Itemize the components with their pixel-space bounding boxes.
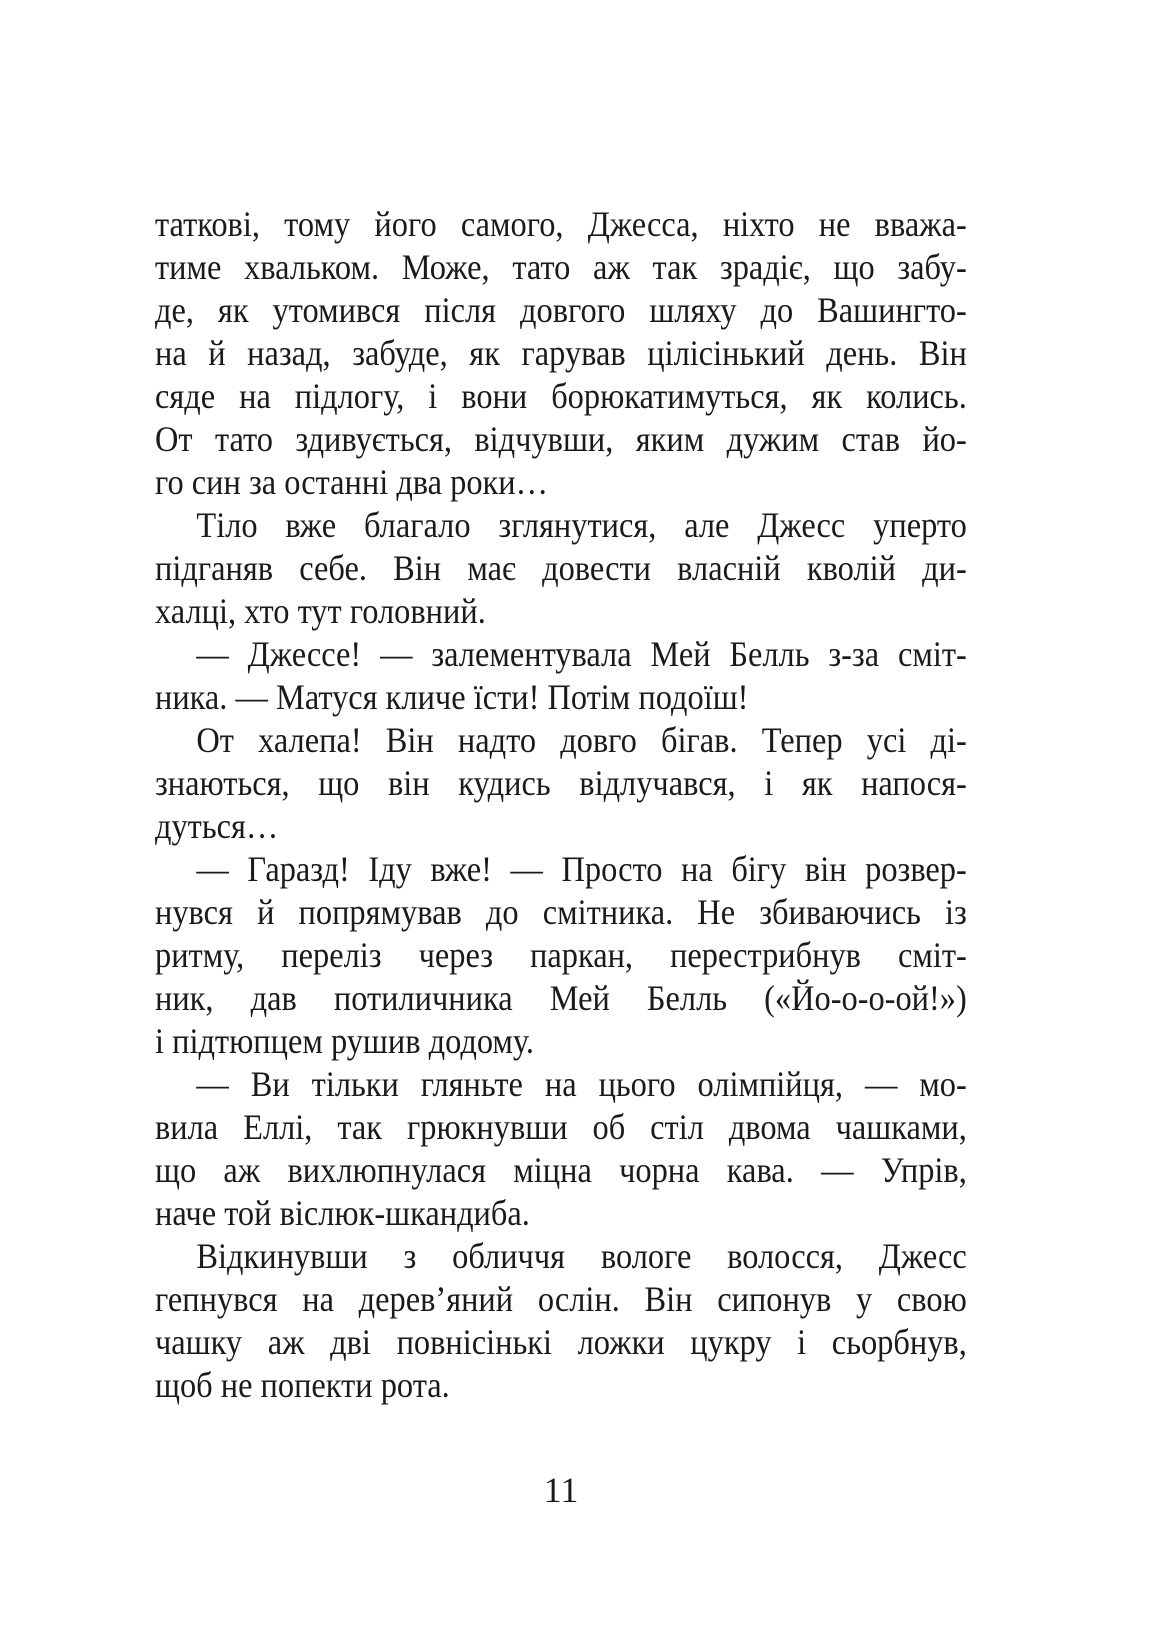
text-line: таткові, тому його самого, Джесса, ніхто не вважа- xyxy=(155,204,967,244)
text-line: сяде на підлогу, і вони борюкатимуться, як колись. xyxy=(155,376,967,416)
text-line: нувся й попрямував до смітника. Не збиваючись із xyxy=(155,892,967,932)
text-line: що аж вихлюпнулася міцна чорна кава. — Упрів, xyxy=(155,1150,967,1190)
text-line: ритму, переліз через паркан, перестрибнув сміт- xyxy=(155,935,967,975)
paragraph xyxy=(155,633,967,719)
text-line: гепнувся на дерев’яний ослін. Він сипонув у свою xyxy=(155,1279,967,1319)
text-line: і підтюпцем рушив додому. xyxy=(155,1021,534,1061)
text-line: вила Еллі, так грюкнувши об стіл двома чашками, xyxy=(155,1107,967,1147)
text-line: От тато здивується, відчувши, яким дужим став йо- xyxy=(155,419,967,459)
text-line: От халепа! Він надто довго бігав. Тепер усі ді- xyxy=(196,720,967,760)
body-text xyxy=(155,203,967,1407)
text-line: тиме хвальком. Може, тато аж так зрадіє, що забу- xyxy=(155,247,967,287)
paragraph xyxy=(155,1063,967,1235)
paragraph xyxy=(155,203,967,504)
paragraph xyxy=(155,848,967,1063)
text-line: ник, дав потиличника Мей Белль («Йо-о-о-ой!») xyxy=(155,978,967,1018)
text-line: Тіло вже благало зглянутися, але Джесс уперто xyxy=(196,505,967,545)
paragraph xyxy=(155,504,967,633)
text-line: халці, хто тут головний. xyxy=(155,591,486,631)
text-line: наче той віслюк-шкандиба. xyxy=(155,1193,530,1233)
text-line: ника. — Матуся кличе їсти! Потім подоїш! xyxy=(155,677,749,717)
text-line: підганяв себе. Він має довести власній кволій ди- xyxy=(155,548,967,588)
text-line: знаються, що він кудись відлучався, і як напося- xyxy=(155,763,967,803)
text-line: на й назад, забуде, як гарував цілісінький день. Він xyxy=(155,333,967,373)
text-line: дуться… xyxy=(155,806,279,846)
text-line: Відкинувши з обличчя вологе волосся, Джесс xyxy=(196,1236,967,1276)
text-line: — Джессе! — залементувала Мей Белль з-за сміт- xyxy=(196,634,967,674)
text-line: — Гаразд! Іду вже! — Просто на бігу він розвер- xyxy=(196,849,967,889)
text-line: го син за останні два роки… xyxy=(155,462,549,502)
text-line: щоб не попекти рота. xyxy=(155,1365,450,1405)
text-line: де, як утомився після довгого шляху до Вашингто- xyxy=(155,290,967,330)
paragraph xyxy=(155,1235,967,1407)
paragraph xyxy=(155,719,967,848)
text-line: чашку аж дві повнісінькі ложки цукру і сьорбнув, xyxy=(155,1322,967,1362)
text-line: — Ви тільки гляньте на цього олімпійця, — мо- xyxy=(196,1064,967,1104)
page-number: 11 xyxy=(543,1470,579,1510)
